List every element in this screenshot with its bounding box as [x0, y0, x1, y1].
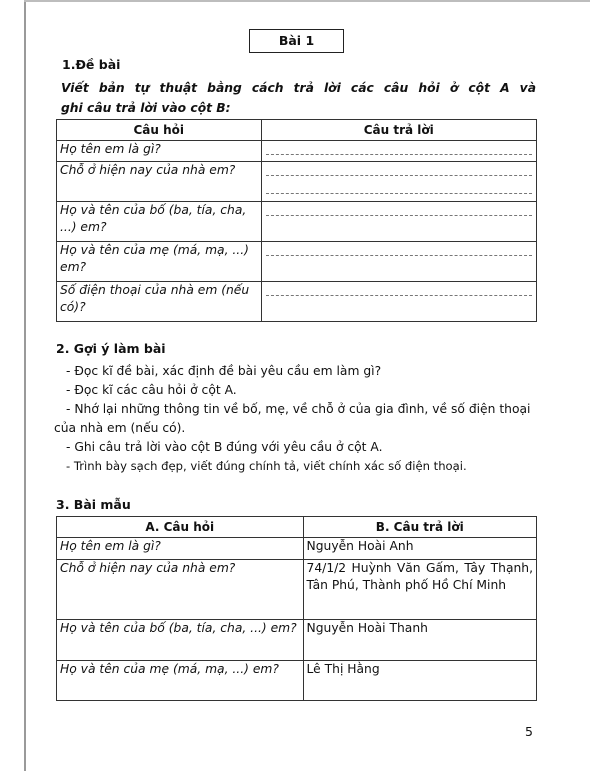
table-row	[57, 620, 537, 661]
answer-cell: Nguyễn Hoài Anh	[303, 538, 536, 560]
answer-cell: Lê Thị Hằng	[303, 661, 536, 701]
answer-cell: Nguyễn Hoài Thanh	[303, 620, 536, 661]
section2-heading: 2. Gợi ý làm bài	[56, 341, 166, 356]
table-row	[57, 560, 537, 620]
section1-heading: 1.Đề bài	[62, 57, 121, 72]
page-top-border	[24, 0, 590, 2]
page-left-border	[24, 0, 26, 771]
question-cell: Họ và tên của mẹ (má, mạ, ...) em?	[57, 661, 304, 701]
table-row	[57, 162, 537, 202]
answer-blank	[261, 242, 536, 282]
hint-item: - Nhớ lại những thông tin về bố, mẹ, về chỗ ở của gia đình, về số điện thoại của nhà em (nếu có).	[54, 402, 531, 435]
question-cell: Họ tên em là gì?	[57, 141, 262, 162]
hint-list	[54, 362, 538, 476]
sample-table	[56, 516, 537, 701]
table-row	[57, 141, 537, 162]
table-row	[57, 661, 537, 701]
question-cell: Họ và tên của bố (ba, tía, cha, ...) em?	[57, 620, 304, 661]
table-row	[57, 202, 537, 242]
question-cell: Chỗ ở hiện nay của nhà em?	[57, 162, 262, 202]
dotted-line	[266, 175, 532, 176]
hint-item: - Đọc kĩ các câu hỏi ở cột A.	[66, 383, 237, 397]
question-cell: Họ và tên của bố (ba, tía, cha, ...) em?	[57, 202, 262, 242]
section3-heading: 3. Bài mẫu	[56, 497, 131, 512]
instruction-line-2: ghi câu trả lời vào cột B:	[61, 101, 231, 115]
dotted-line	[266, 295, 532, 296]
answer-blank	[261, 141, 536, 162]
answer-blank	[261, 282, 536, 322]
table-header-row	[57, 120, 537, 141]
table-header-row	[57, 517, 537, 538]
table-row	[57, 282, 537, 322]
question-table	[56, 119, 537, 322]
hint-item: - Trình bày sạch đẹp, viết đúng chính tả, viết chính xác số điện thoại.	[66, 459, 467, 473]
column-header-answer: B. Câu trả lời	[303, 517, 536, 538]
answer-cell: 74/1/2 Huỳnh Văn Gấm, Tây Thạnh, Tân Phú, Thành phố Hồ Chí Minh	[303, 560, 536, 620]
column-header-question: A. Câu hỏi	[57, 517, 304, 538]
dotted-line	[266, 215, 532, 216]
table-row	[57, 538, 537, 560]
instruction-line-1: Viết bản tự thuật bằng cách trả lời các câu hỏi ở cột A và	[61, 81, 536, 95]
instruction	[61, 78, 536, 118]
dotted-line	[266, 154, 532, 155]
dotted-line	[266, 255, 532, 256]
question-cell: Họ tên em là gì?	[57, 538, 304, 560]
hint-item: - Đọc kĩ đề bài, xác định đề bài yêu cầu em làm gì?	[66, 364, 382, 378]
question-cell: Họ và tên của mẹ (má, mạ, ...) em?	[57, 242, 262, 282]
hint-item: - Ghi câu trả lời vào cột B đúng với yêu cầu ở cột A.	[66, 440, 383, 454]
question-cell: Chỗ ở hiện nay của nhà em?	[57, 560, 304, 620]
dotted-line	[266, 193, 532, 194]
lesson-title: Bài 1	[249, 29, 344, 53]
table-row	[57, 242, 537, 282]
answer-blank	[261, 162, 536, 202]
answer-blank	[261, 202, 536, 242]
column-header-answer: Câu trả lời	[261, 120, 536, 141]
question-cell: Số điện thoại của nhà em (nếu có)?	[57, 282, 262, 322]
page-number: 5	[525, 724, 533, 739]
column-header-question: Câu hỏi	[57, 120, 262, 141]
